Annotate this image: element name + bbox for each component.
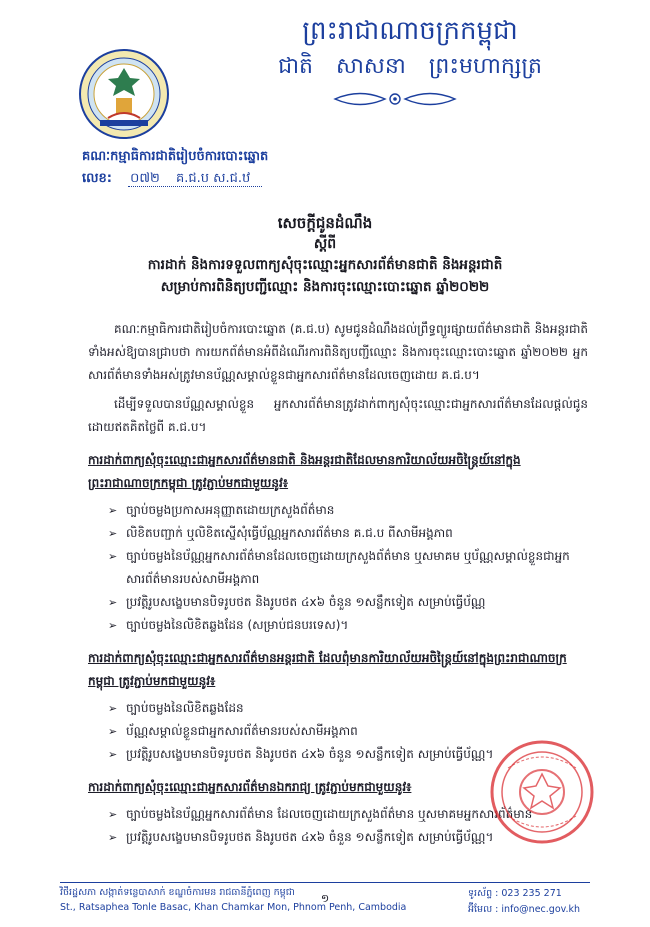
commission-name: គណៈកម្មាធិការជាតិរៀបចំការបោះឆ្នោត: [82, 149, 269, 164]
bullet-icon: ➢: [108, 504, 118, 517]
paragraph-purpose: ដើម្បីទទួលបានប័ណ្ណសម្គាល់ខ្លួន អ្នកសារព័ត៌មានត្រូវដាក់ពាក្យសុំចុះឈ្មោះជាអ្នកសារព័ត៌មានដែលផ្តល់ជូនដោយឥតគិតថ្លៃពី គ.ជ.ប។: [88, 397, 588, 434]
list-item: ➢ ច្បាប់ចម្លងប្រកាសអនុញ្ញាតដោយក្រសួងព័ត៌មាន: [88, 499, 588, 522]
ornament-divider-icon: [330, 88, 460, 110]
list-item: ➢ ច្បាប់ចម្លងនៃប័ណ្ណអ្នកសារព័ត៌មានដែលចេញដោយក្រសួងព័ត៌មាន ឬសមាគម ឬប័ណ្ណសម្គាល់ខ្លួនជាអ្នកសារព័ត៌មានរបស់សាមីអង្គភាព: [88, 545, 588, 591]
section-heading-national: ការដាក់ពាក្យសុំចុះឈ្មោះជាអ្នកសារព័ត៌មានជាតិ និងអន្តរជាតិដែលមានការិយាល័យអចិន្ត្រៃយ៍នៅក្នុងព្រះរាជាណាចក្រកម្ពុជា ត្រូវភ្ជាប់មកជាមួយនូវ៖: [88, 453, 521, 490]
reference-number: ០៧២: [130, 171, 160, 186]
paragraph-intro: គណៈកម្មាធិការជាតិរៀបចំការបោះឆ្នោត (គ.ជ.ប) សូមជូនដំណឹងដល់ព្រឹទ្ធព្យួរផ្សាយព័ត៌មានជាតិ និងអន្តរជាតិ ទាំងអស់ឱ្យបានជ្រាបថា ការយកព័ត៌មានអំពីដំណើរការពិនិត្យបញ្ជីឈ្មោះ និងការចុះឈ្មោះបោះឆ្នោត ឆ្នាំ២០២២ អ្នកសារព័ត៌មានទាំងអស់ត្រូវមានប័ណ្ណសម្គាល់ខ្លួនជាអ្នកសារព័ត៌មានដែលចេញដោយ គ.ជ.ប។: [88, 322, 588, 382]
bullet-icon: ➢: [108, 831, 118, 844]
title-notice: សេចក្តីជូនដំណឹង: [277, 214, 373, 232]
title-subject-line2: សម្រាប់ការពិនិត្យបញ្ជីឈ្មោះ និងការចុះឈ្មោះបោះឆ្នោត ឆ្នាំ២០២២: [160, 279, 490, 295]
page-number: ១: [320, 892, 330, 905]
list-item: ➢ ប្រវត្តិរូបសង្ខេបមានបិទរូបថត និងរូបថត ៤x៦ ចំនួន ១សន្លឹកទៀត សម្រាប់ធ្វើប័ណ្ណ។: [88, 743, 588, 766]
letterhead: [0, 0, 650, 200]
reference-dotted-line: [128, 186, 262, 187]
page-footer: [0, 880, 650, 927]
official-seal-icon: [488, 738, 596, 846]
list-item: ➢ ច្បាប់ចម្លងនៃប័ណ្ណអ្នកសារព័ត៌មាន ដែលចេញដោយក្រសួងព័ត៌មាន ឬសមាគមអ្នកសារព័ត៌មាន: [88, 803, 588, 826]
footer-divider: [60, 882, 590, 883]
bullet-icon: ➢: [108, 808, 118, 821]
bullet-icon: ➢: [108, 748, 118, 761]
bullet-icon: ➢: [108, 596, 118, 609]
list-item: ➢ ប្រវត្តិរូបសង្ខេបមានបិទរូបថត និងរូបថត ៤x៦ ចំនួន ១សន្លឹកទៀត សម្រាប់ធ្វើប័ណ្ណ: [88, 591, 588, 614]
list-item: ➢ ច្បាប់ចម្លងនៃលិខិតឆ្លងដែន (សម្រាប់ជនបរទេស)។: [88, 614, 588, 637]
notice-title: [60, 212, 590, 298]
address-english: St., Ratsaphea Tonle Basac, Khan Chamkar Mon, Phnom Penh, Cambodia: [60, 902, 407, 913]
title-subject-line1: ការដាក់ និងការទទួលពាក្យសុំចុះឈ្មោះអ្នកសារព័ត៌មានជាតិ និងអន្តរជាតិ: [147, 257, 503, 273]
kingdom-heading: ព្រះរាជាណាចក្រកម្ពុជា: [302, 16, 518, 46]
phone-number: ទូរស័ព្ទ : 023 235 271: [468, 888, 562, 899]
email-address: អ៊ីមែល : info@nec.gov.kh: [468, 904, 581, 915]
bullet-icon: ➢: [108, 725, 118, 738]
national-motto: [260, 52, 560, 82]
section-heading-international: ការដាក់ពាក្យសុំចុះឈ្មោះជាអ្នកសារព័ត៌មានអន្តរជាតិ ដែលពុំមានការិយាល័យអចិន្ត្រៃយ៍នៅក្នុងព្រះរាជាណាចក្រកម្ពុជា ត្រូវភ្ជាប់មកជាមួយនូវ៖: [88, 651, 567, 688]
reference-number-line: [82, 170, 262, 192]
reference-code: គ.ជ.ប ស.ជ.ឋ: [175, 171, 251, 186]
contact-info: [468, 886, 580, 918]
section-heading-independent: ការដាក់ពាក្យសុំចុះឈ្មោះជាអ្នកសារព័ត៌មានឯករាជ្យ ត្រូវភ្ជាប់មកជាមួយនូវ៖: [88, 780, 412, 794]
list-item: ➢ ច្បាប់ចម្លងនៃលិខិតឆ្លងដែន: [88, 697, 588, 720]
bullet-icon: ➢: [108, 619, 118, 632]
list-item: ➢ លិខិតបញ្ជាក់ ឬលិខិតស្នើសុំធ្វើប័ណ្ណអ្នកសារព័ត៌មាន គ.ជ.ប ពីសាមីអង្គភាព: [88, 522, 588, 545]
motto-king: ព្រះមហាក្សត្រ: [428, 54, 542, 79]
title-regarding: ស្តីពី: [313, 236, 337, 252]
list-item: ➢ ប្រវត្តិរូបសង្ខេបមានបិទរូបថត និងរូបថត ៤x៦ ចំនួន ១សន្លឹកទៀត សម្រាប់ធ្វើប័ណ្ណ។: [88, 826, 588, 849]
motto-religion: សាសនា: [335, 54, 406, 79]
bullet-icon: ➢: [108, 550, 118, 563]
bullet-icon: ➢: [108, 702, 118, 715]
nec-emblem-icon: [78, 48, 170, 140]
bullet-icon: ➢: [108, 527, 118, 540]
list-item: ➢ ប័ណ្ណសម្គាល់ខ្លួនជាអ្នកសារព័ត៌មានរបស់សាមីអង្គភាព: [88, 720, 588, 743]
motto-nation: ជាតិ: [278, 54, 313, 79]
address-khmer: វិថីរដ្ឋសភា សង្កាត់ទន្លេបាសាក់ ខណ្ឌចំការមន រាជធានីភ្នំពេញ កម្ពុជា: [60, 887, 295, 898]
reference-label: លេខ:: [82, 171, 112, 186]
